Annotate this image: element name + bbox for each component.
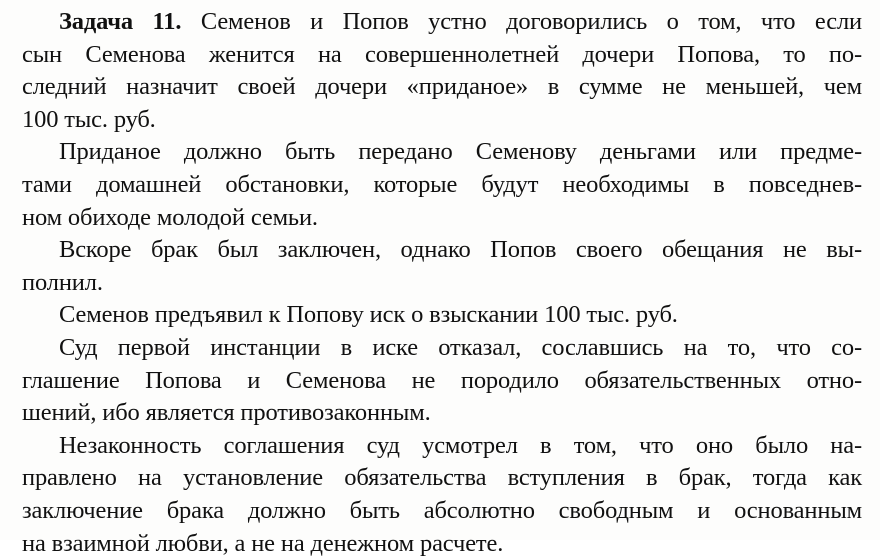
text-line: Вскоре брак был заключен, однако Попов своего обещания не вы-	[22, 234, 862, 267]
text-line	[22, 6, 862, 39]
text-line: 100 тыс. руб.	[22, 104, 862, 137]
text-line: правлено на установление обязательства вступления в брак, тогда как	[22, 462, 862, 495]
text-line: на взаимной любви, а не на денежном расчете.	[22, 528, 862, 560]
text-line: глашение Попова и Семенова не породило обязательственных отно-	[22, 365, 862, 398]
text-line: следний назначит своей дочери «приданое» в сумме не меньшей, чем	[22, 71, 862, 104]
text-line: сын Семенова женится на совершеннолетней дочери Попова, то по-	[22, 39, 862, 72]
task-text	[22, 6, 862, 560]
text-line: Незаконность соглашения суд усмотрел в том, что оно было на-	[22, 430, 862, 463]
text-line: полнил.	[22, 267, 862, 300]
text-line: шений, ибо является противозаконным.	[22, 397, 862, 430]
task-line-text: Семенов и Попов устно договорились о том, что если	[181, 8, 862, 35]
text-line: Семенов предъявил к Попову иск о взыскании 100 тыс. руб.	[22, 299, 862, 332]
task-label: Задача 11.	[59, 8, 181, 35]
text-line: тами домашней обстановки, которые будут необходимы в повседнев-	[22, 169, 862, 202]
text-line: заключение брака должно быть абсолютно свободным и основанным	[22, 495, 862, 528]
text-line: ном обиходе молодой семьи.	[22, 202, 862, 235]
text-line: Приданое должно быть передано Семенову деньгами или предме-	[22, 136, 862, 169]
text-line: Суд первой инстанции в иске отказал, сославшись на то, что со-	[22, 332, 862, 365]
